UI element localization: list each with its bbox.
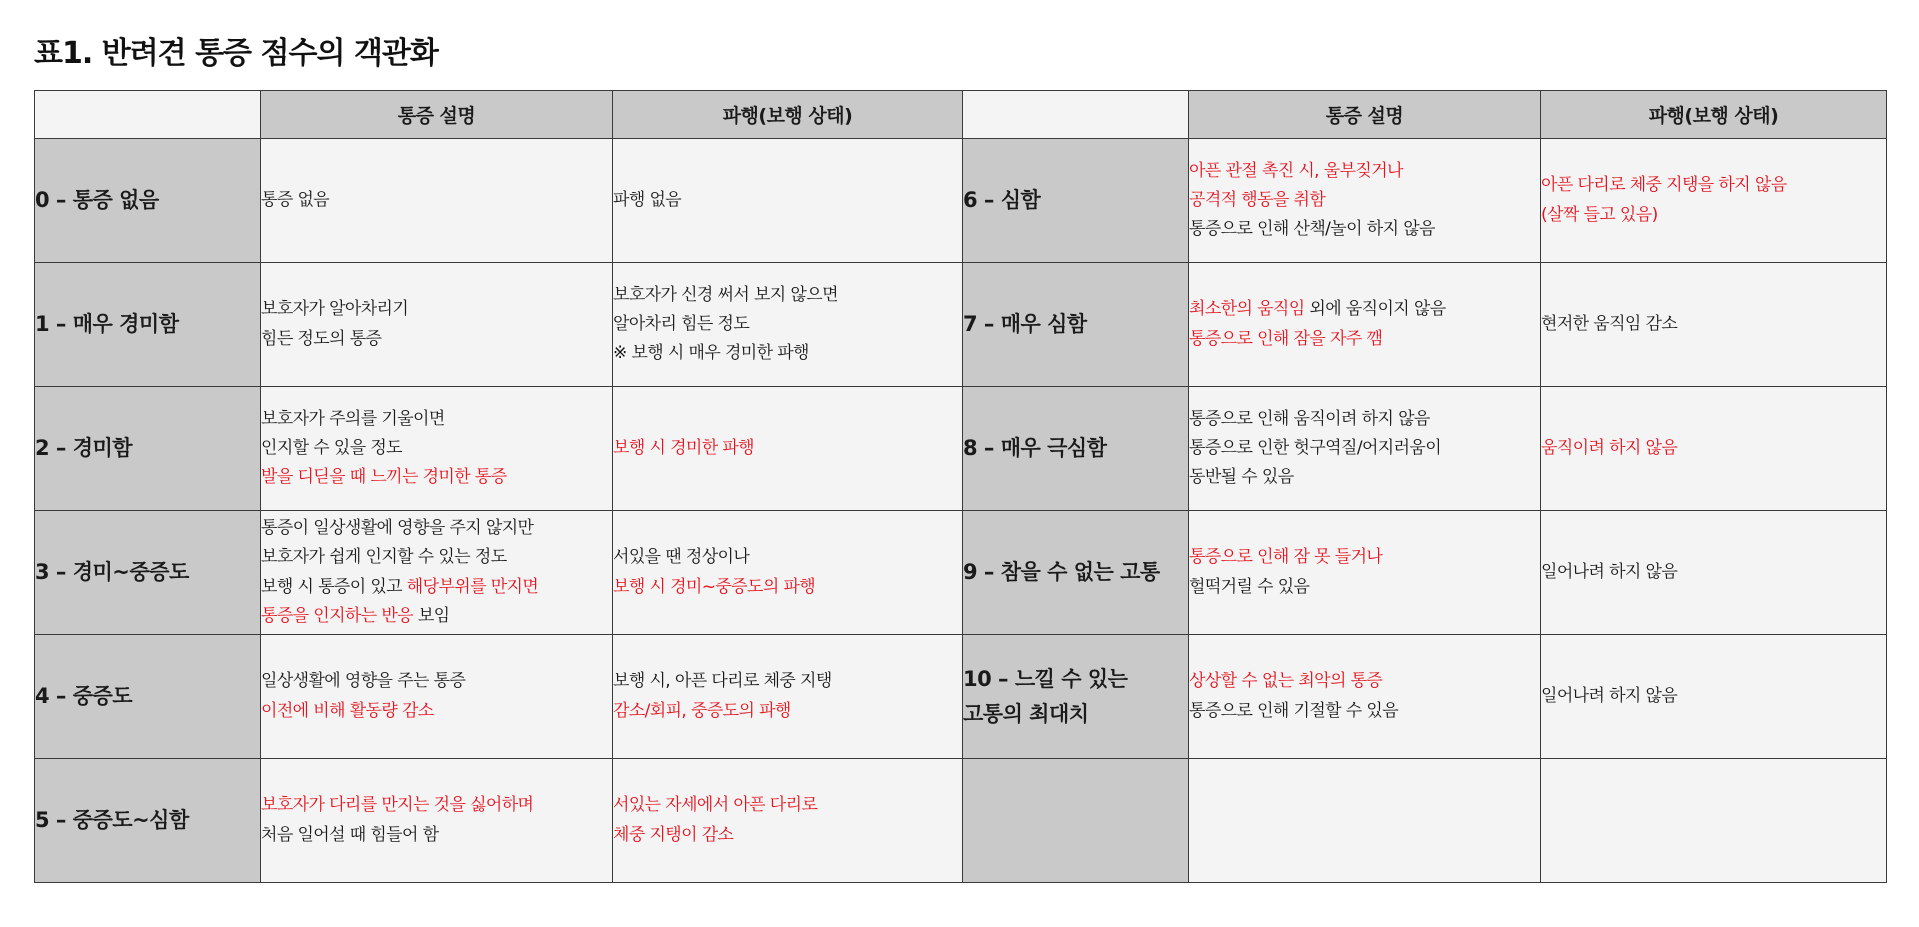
gait-description: [1541, 263, 1887, 387]
pain-description-empty: [1189, 759, 1541, 883]
score-label-line: 6 – 심함: [963, 188, 1041, 213]
pain-description: [1189, 511, 1541, 635]
text-line-highlight: 보행 시 경미한 파행: [613, 437, 754, 458]
header-gait-left: 파행(보행 상태): [613, 91, 963, 139]
text-line: 통증으로 인한 헛구역질/어지러움이: [1189, 437, 1442, 458]
header-pain-description-right: 통증 설명: [1189, 91, 1541, 139]
header-blank-right: [963, 91, 1189, 139]
text-line: 동반될 수 있음: [1189, 467, 1294, 488]
text-line: 보행 시, 아픈 다리로 체중 지탱: [613, 671, 832, 692]
text-line: [261, 602, 612, 631]
text-line: 일어나려 하지 않음: [1541, 561, 1678, 582]
pain-description: [261, 511, 613, 635]
gait-description: [613, 387, 963, 511]
gait-description: [613, 635, 963, 759]
score-label: 1 – 매우 경미함: [35, 263, 261, 387]
text-line: 알아차리 힘든 정도: [613, 313, 750, 334]
text-highlight: 통증을 인지하는 반응: [261, 605, 414, 626]
gait-description-empty: [1541, 759, 1887, 883]
text-line: 보호자가 신경 써서 보지 않으면: [613, 284, 838, 305]
gait-description: [613, 511, 963, 635]
text-line-highlight: 공격적 행동을 취함: [1189, 189, 1326, 210]
text-line: 파행 없음: [613, 189, 682, 210]
text-line: 통증 없음: [261, 189, 330, 210]
header-row: [35, 91, 1887, 139]
gait-description: [1541, 139, 1887, 263]
gait-description: [1541, 387, 1887, 511]
score-label: 2 – 경미함: [35, 387, 261, 511]
score-label-line: 10 – 느낄 수 있는: [963, 666, 1128, 691]
text-line-highlight: 통증으로 인해 잠 못 들거나: [1189, 547, 1383, 568]
header-blank-left: [35, 91, 261, 139]
score-label: 4 – 중증도: [35, 635, 261, 759]
table-row: [35, 139, 1887, 263]
text-line-highlight: (살짝 들고 있음): [1541, 204, 1658, 225]
text-line: 처음 일어설 때 힘들어 함: [261, 824, 439, 845]
text-line-highlight: 상상할 수 없는 최악의 통증: [1189, 671, 1383, 692]
score-label: 3 – 경미~중증도: [35, 511, 261, 635]
header-pain-description-left: 통증 설명: [261, 91, 613, 139]
text-line: 힘든 정도의 통증: [261, 328, 382, 349]
text-line: 인지할 수 있을 정도: [261, 437, 402, 458]
score-label-line: 8 – 매우 극심함: [963, 436, 1107, 461]
pain-score-table: [34, 90, 1887, 883]
score-label: [963, 387, 1189, 511]
table-row: [35, 759, 1887, 883]
pain-description: [261, 263, 613, 387]
gait-description: [1541, 511, 1887, 635]
score-label: [963, 511, 1189, 635]
text-line: 통증이 일상생활에 영향을 주지 않지만: [261, 518, 534, 539]
text-plain: 외에 움직이지 않음: [1304, 299, 1446, 320]
page-title: 표1. 반려견 통증 점수의 객관화: [34, 36, 438, 71]
header-gait-right: 파행(보행 상태): [1541, 91, 1887, 139]
text-line-highlight: 아픈 다리로 체중 지탱을 하지 않음: [1541, 175, 1787, 196]
score-label: [963, 263, 1189, 387]
score-label-line: 9 – 참을 수 없는 고통: [963, 560, 1160, 585]
text-highlight: 해당부위를 만지면: [406, 576, 539, 597]
table-row: [35, 511, 1887, 635]
text-line: 보호자가 주의를 기울이면: [261, 408, 445, 429]
text-line: 통증으로 인해 산책/놀이 하지 않음: [1189, 219, 1435, 240]
text-highlight: 최소한의 움직임: [1189, 299, 1305, 320]
pain-description: [261, 139, 613, 263]
score-label-line: 고통의 최대치: [963, 701, 1089, 726]
text-line: [1189, 295, 1540, 324]
text-line-highlight: 이전에 비해 활동량 감소: [261, 700, 434, 721]
score-label: [963, 139, 1189, 263]
text-line-highlight: 서있는 자세에서 아픈 다리로: [613, 795, 818, 816]
score-label: 0 – 통증 없음: [35, 139, 261, 263]
text-line: 보호자가 쉽게 인지할 수 있는 정도: [261, 547, 507, 568]
text-line-highlight: 움직이려 하지 않음: [1541, 437, 1678, 458]
table-row: [35, 263, 1887, 387]
text-plain: 보행 시 통증이 있고: [261, 576, 407, 597]
text-line: 보호자가 알아차리기: [261, 299, 409, 320]
text-line: ※ 보행 시 매우 경미한 파행: [613, 343, 809, 364]
text-plain: 보임: [413, 605, 450, 626]
text-line-highlight: 발을 디딛을 때 느끼는 경미한 통증: [261, 467, 507, 488]
text-line-highlight: 감소/회피, 중증도의 파행: [613, 700, 791, 721]
score-label: 5 – 중증도~심함: [35, 759, 261, 883]
pain-description: [261, 387, 613, 511]
text-line: 일어나려 하지 않음: [1541, 685, 1678, 706]
text-line: 통증으로 인해 기절할 수 있음: [1189, 700, 1399, 721]
gait-description: [613, 759, 963, 883]
score-label: [963, 635, 1189, 759]
pain-description: [1189, 635, 1541, 759]
text-line-highlight: 아픈 관절 촉진 시, 울부짖거나: [1189, 160, 1403, 181]
pain-description: [1189, 139, 1541, 263]
gait-description: [1541, 635, 1887, 759]
text-line-highlight: 보행 시 경미~중증도의 파행: [613, 576, 816, 597]
pain-description: [261, 635, 613, 759]
text-line-highlight: 체중 지탱이 감소: [613, 824, 734, 845]
pain-description: [1189, 387, 1541, 511]
text-line: 일상생활에 영향을 주는 통증: [261, 671, 466, 692]
table-row: [35, 387, 1887, 511]
table-row: [35, 635, 1887, 759]
gait-description: [613, 139, 963, 263]
text-line-highlight: 보호자가 다리를 만지는 것을 싫어하며: [261, 795, 534, 816]
gait-description: [613, 263, 963, 387]
pain-description: [261, 759, 613, 883]
text-line: [261, 573, 612, 602]
text-line: 현저한 움직임 감소: [1541, 313, 1678, 334]
text-line: 서있을 땐 정상이나: [613, 547, 750, 568]
text-line: 헐떡거릴 수 있음: [1189, 576, 1310, 597]
text-line-highlight: 통증으로 인해 잠을 자주 깸: [1189, 328, 1383, 349]
pain-description: [1189, 263, 1541, 387]
score-label-line: 7 – 매우 심함: [963, 312, 1087, 337]
score-label-empty: [963, 759, 1189, 883]
text-line: 통증으로 인해 움직이려 하지 않음: [1189, 408, 1430, 429]
